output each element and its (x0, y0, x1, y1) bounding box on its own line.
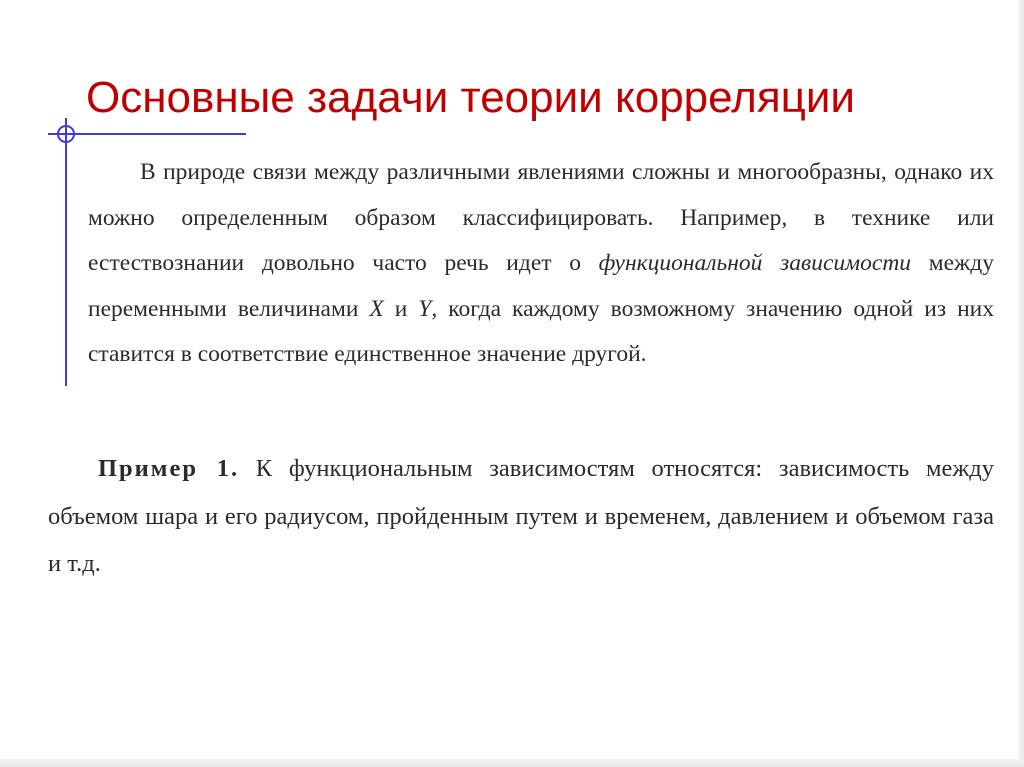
example-label: Пример 1. (98, 455, 240, 482)
paragraph1-italic-term: функциональной зависимости (598, 250, 912, 276)
paragraph1-text-1: В природе связи между различными явлениями сложны и многообразны, однако их можно определенным образом классифицировать. Например, в технике или естествознании довольно часто речь идет о (88, 159, 994, 276)
paragraph-example-1 (48, 445, 994, 588)
paragraph1-text-3: и (383, 295, 419, 322)
paragraph1-text-4: , когда каждому возможному значению одной из них ставится в соответствие единственное значение другой. (88, 295, 994, 367)
paragraph1-text-2: между переменными величинами (88, 250, 994, 322)
slide-frame-right (1018, 0, 1024, 767)
example-text: К функциональным зависимостям относятся: зависимость между объемом шара и его радиусом, пройденным путем и временем, давлением и объемом газа и т.д. (48, 455, 994, 577)
slide-frame-bottom (0, 759, 1024, 767)
variable-x: X (369, 295, 384, 322)
slide-title: Основные задачи теории корреляции (86, 73, 856, 122)
variable-y: Y (418, 295, 432, 322)
paragraph-correlation-intro (88, 150, 994, 378)
